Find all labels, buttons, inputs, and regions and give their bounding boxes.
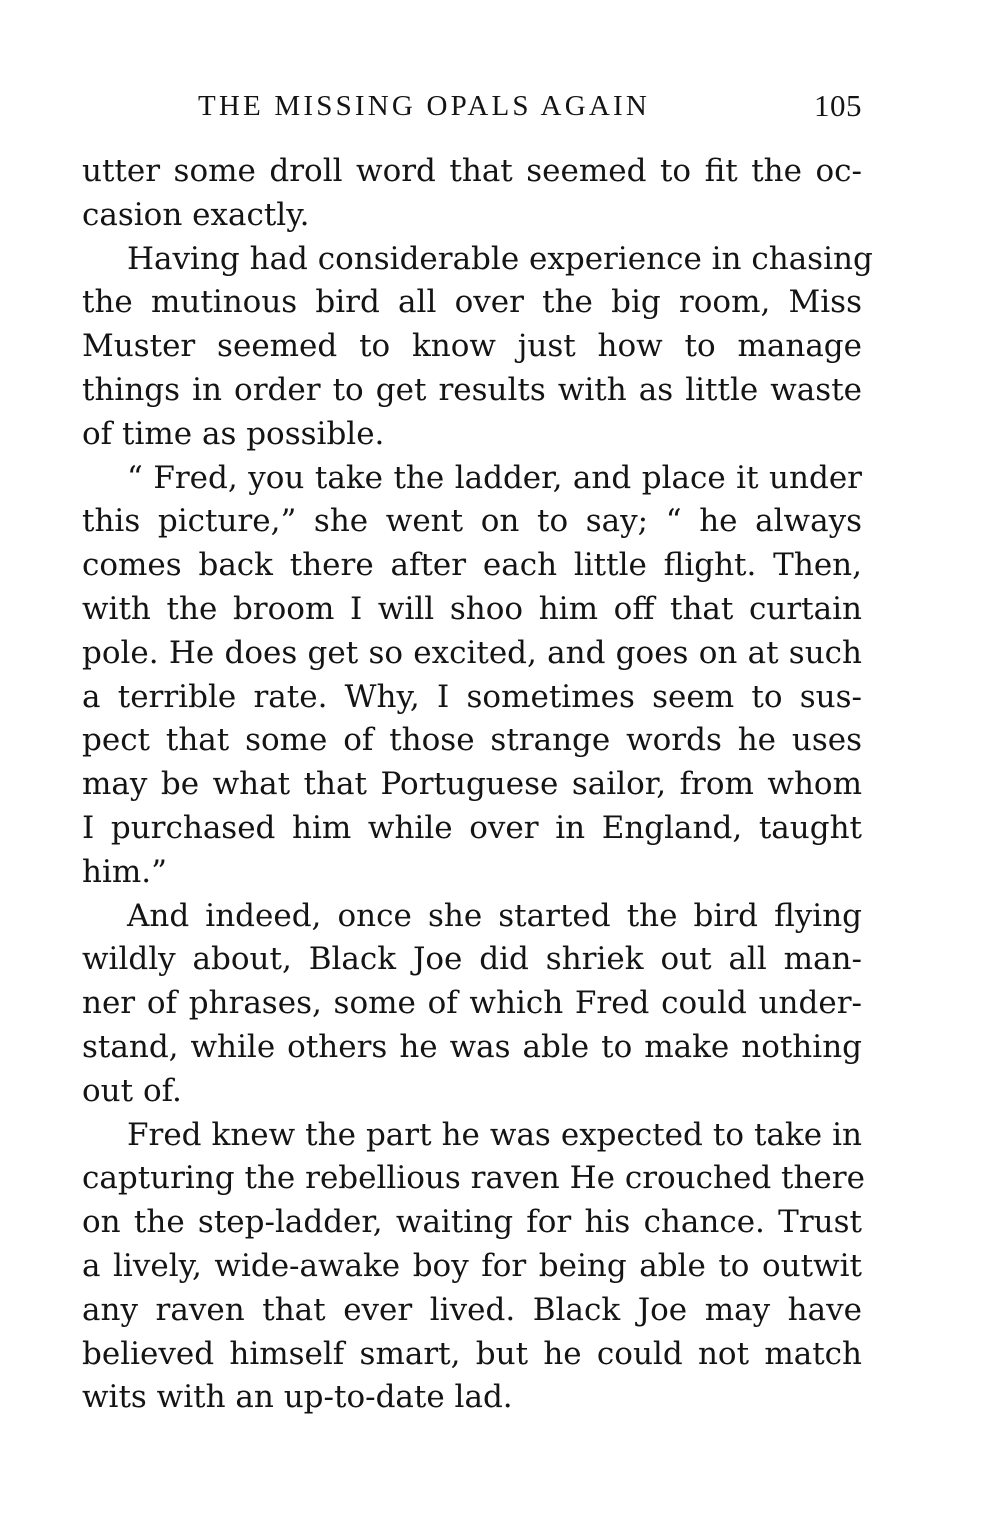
running-title: THE MISSING OPALS AGAIN: [198, 90, 650, 122]
text-line: this picture,” she went on to say; “ he always: [82, 503, 862, 540]
text-line: I purchased him while over in England, taught: [82, 809, 862, 846]
text-line: “ Fred, you take the ladder, and place it under: [127, 459, 862, 496]
text-line: the mutinous bird all over the big room, Miss: [82, 284, 862, 321]
text-line: out of.: [82, 1072, 182, 1109]
running-head: [198, 88, 862, 132]
text-line: may be what that Portuguese sailor, from whom: [82, 766, 862, 803]
text-line: a terrible rate. Why, I sometimes seem to sus-: [82, 678, 862, 715]
text-line: Having had considerable experience in chasing: [127, 240, 873, 277]
text-line: pect that some of those strange words he uses: [82, 722, 862, 759]
text-line: And indeed, once she started the bird flying: [127, 897, 862, 934]
text-line: comes back there after each little flight. Then,: [82, 547, 862, 584]
text-line: believed himself smart, but he could not match: [82, 1335, 862, 1372]
text-line: wits with an up-to-date lad.: [82, 1379, 513, 1416]
text-line: a lively, wide-awake boy for being able to outwit: [82, 1247, 862, 1284]
text-line: on the step-ladder, waiting for his chance. Trust: [82, 1204, 862, 1241]
text-line: of time as possible.: [82, 415, 385, 452]
text-line: ner of phrases, some of which Fred could under-: [82, 985, 862, 1022]
text-line: Fred knew the part he was expected to take in: [127, 1116, 862, 1153]
text-line: with the broom I will shoo him off that curtain: [82, 590, 862, 627]
text-line: Muster seemed to know just how to manage: [82, 328, 862, 365]
text-line: casion exactly.: [82, 196, 310, 233]
text-line: utter some droll word that seemed to fit the oc-: [82, 153, 862, 189]
text-line: wildly about, Black Joe did shriek out all man-: [82, 941, 862, 978]
text-line: capturing the rebellious raven He crouched there: [82, 1160, 865, 1197]
text-line: any raven that ever lived. Black Joe may have: [82, 1291, 862, 1328]
body-text: [82, 150, 873, 1420]
text-line: things in order to get results with as little waste: [82, 371, 862, 408]
page-number: 105: [814, 88, 862, 123]
text-line: him.”: [82, 853, 167, 890]
text-line: pole. He does get so excited, and goes on at such: [82, 634, 862, 671]
text-line: stand, while others he was able to make nothing: [82, 1028, 862, 1065]
